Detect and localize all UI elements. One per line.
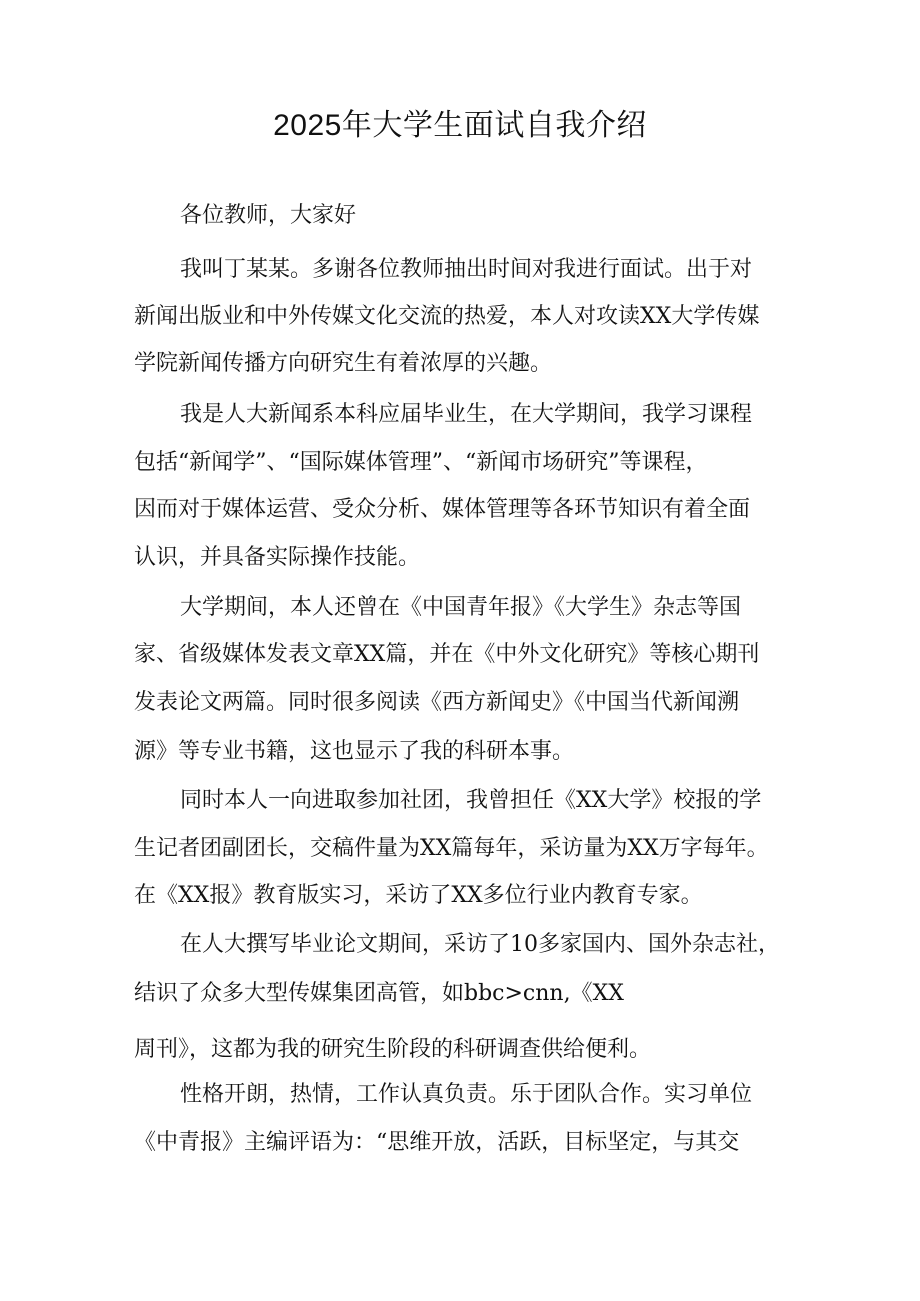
paragraph-5-line-3: 周刊》，这都为我的研究生阶段的科研调查供给便利。 <box>134 1037 652 1062</box>
greeting-line: 各位教师，大家好 <box>180 203 357 228</box>
paragraph-3-line-2: 家、省级媒体发表文章XX篇，并在《中外文化研究》等核心期刊 <box>134 642 760 667</box>
paragraph-5-line-1: 在人大撰写毕业论文期间，采访了10多家国内、国外杂志社， <box>180 932 780 957</box>
paragraph-1-line-3: 学院新闻传播方向研究生有着浓厚的兴趣。 <box>134 351 553 376</box>
document-title: 2025年大学生面试自我介绍 <box>273 109 647 142</box>
paragraph-2-line-2: 包括“新闻学”、“国际媒体管理”、“新闻市场研究”等课程， <box>134 450 708 475</box>
paragraph-4-line-1: 同时本人一向进取参加社团，我曾担任《XX大学》校报的学 <box>180 788 762 813</box>
paragraph-2-line-3: 因而对于媒体运营、受众分析、媒体管理等各环节知识有着全面 <box>134 497 751 522</box>
paragraph-6-line-1: 性格开朗，热情，工作认真负责。乐于团队合作。实习单位 <box>180 1082 753 1107</box>
paragraph-6-line-2: 《中青报》主编评语为：“思维开放，活跃，目标坚定，与其交 <box>134 1130 740 1155</box>
paragraph-4-line-2: 生记者团副团长，交稿件量为XX篇每年，采访量为XX万字每年。 <box>134 836 769 861</box>
paragraph-5-line-2: 结识了众多大型传媒集团高管，如bbc>cnn,《XX <box>134 981 624 1006</box>
paragraph-4-line-3: 在《XX报》教育版实习，采访了XX多位行业内教育专家。 <box>134 883 703 908</box>
paragraph-2-line-1: 我是人大新闻系本科应届毕业生，在大学期间，我学习课程 <box>180 402 753 427</box>
paragraph-3-line-1: 大学期间，本人还曾在《中国青年报》《大学生》杂志等国 <box>180 595 742 620</box>
paragraph-1-line-2: 新闻出版业和中外传媒文化交流的热爱，本人对攻读XX大学传媒 <box>134 304 760 329</box>
paragraph-3-line-4: 源》等专业书籍，这也显示了我的科研本事。 <box>134 739 575 764</box>
paragraph-2-line-4: 认识，并具备实际操作技能。 <box>134 545 421 570</box>
paragraph-1-line-1: 我叫丁某某。多谢各位教师抽出时间对我进行面试。出于对 <box>180 257 753 282</box>
paragraph-3-line-3: 发表论文两篇。同时很多阅读《西方新闻史》《中国当代新闻溯 <box>134 690 740 715</box>
